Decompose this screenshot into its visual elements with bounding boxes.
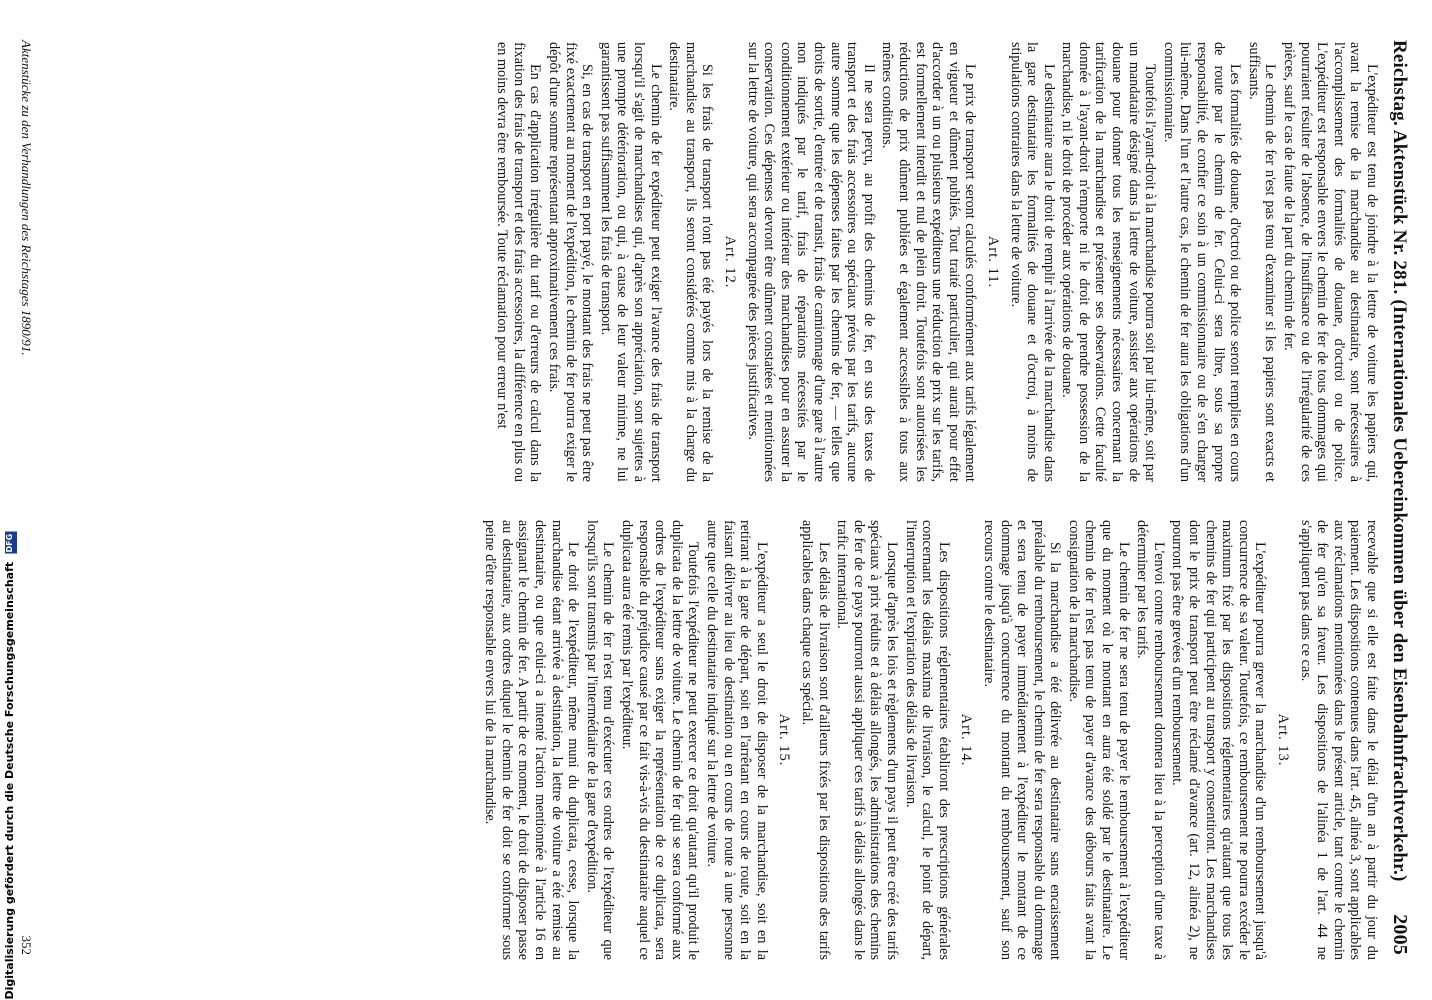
art13-paragraph-1: L'expéditeur pourra grever la marchandise d'un remboursement jusqu'à concurrence de sa valeur. Toutefois, ce remboursement ne pourra excéder le maximum fixé par les dispositions réglementaires qu'autant que tous les chemins de fer qui participent au transport y consentiront. Les marchandises dont le prix de transport peut être réclamé d'avance (art. 12, alinéa 2), ne pourront pas être grevées d'un remboursement. — [1169, 520, 1269, 960]
art11-heading: Art. 11. — [984, 235, 1001, 289]
art15-paragraph-2: Toutefois l'expéditeur ne peut exercer ce droit qu'autant qu'il produit le duplicata de la lettre de voiture. Le chemin de fer qui se sera conformé aux ordres de l'expéditeur sans exiger la représentation de ce duplicata, sera responsable du préjudice causé par ce fait vis-à-vis du destinataire auquel ce duplicata aura été remis par l'expéditeur. — [619, 520, 702, 960]
art11-paragraph-2: Il ne sera perçu, au profit des chemins de fer, en sus des taxes de transport et des frais accessoires ou spéciaux prévus par les tarifs, aucune autre somme que les dépenses faites par les chemins de fer, — telles que droits de sortie, d'entrée et de transit, frais de camionnage d'une gare à l'autre non indiqués par le tarif, frais de réparations nécessités par le conditionnement extérieur ou intérieur des marchandises pour en assurer la conservation. Ces dépenses devront être dûment constatées et mentionnées sur la lettre de voiture, qui sera accompagnée des pièces justificatives. — [744, 42, 877, 482]
art13-paragraph-3: Le chemin de fer ne sera tenu de payer le remboursement à l'expéditeur que du moment où le montant en aura été soldé par le destinataire. Le chemin de fer n'est pas tenu de payer d'avance des débours faits avant la consignation de la marchandise. — [1065, 520, 1132, 960]
art13-heading: Art. 13. — [1275, 713, 1292, 767]
art15-paragraph-4: Le droit de l'expéditeur, même muni du duplicata, cesse, lorsque la marchandise étant arrivée à destination, la lettre de voiture a été remise au destinataire, ou que celui-ci a intenté l'action mentionnée à l'article 16 en assignant le chemin de fer. A partir de ce moment, le droit de disposer passe au destinataire, aux ordres duquel le chemin de fer doit se conformer sous peine d'être responsable envers lui de la marchandise. — [482, 520, 582, 960]
art12-paragraph-3: Si, en cas de transport en port payé, le montant des frais ne peut pas être fixé exactement au moment de l'expédition, le chemin de fer pourra exiger le dépôt d'une somme représentant approximativement ces frais. — [546, 42, 596, 482]
digitization-stamp-text — [3, 526, 17, 1000]
art10-paragraph-1: L'expéditeur est tenu de joindre à la lettre de voiture les papiers qui, avant la remise de la marchandise au destinataire, sont nécessaires à l'accomplissement des formalités de douane, d'octroi ou de police. L'expéditeur est responsable envers le chemin de fer de tous dommages qui pourraient résulter de l'absence, de l'insuffisance ou de l'irrégularité de ces pièces, sauf le cas de faute de la part du chemin de fer. — [1281, 42, 1380, 482]
art10-paragraph-3: Les formalités de douane, d'octroi ou de police seront remplies en cours de route par le chemin de fer. Celui-ci sera libre, sous sa propre responsabilité, de confier ce soin à un commissionnaire ou de s'en charger lui-même. Dans l'un et l'autre cas, le chemin de fer aura les obligations d'un commissionnaire. — [1160, 42, 1244, 482]
header-title: Reichstag. Aktenstück Nr. 281. (Internationales Uebereinkommen über den Eisenbahnfrachtverkehr.) — [1389, 40, 1410, 882]
art12-paragraph-1: Si les frais de transport n'ont pas été payés lors de la remise de la marchandise au transport, ils seront considérés comme mis à la charge du destinataire. — [666, 42, 716, 482]
left-column — [50, 42, 1380, 482]
header-page-number: 2005 — [1389, 914, 1411, 955]
continuation-paragraph: recevable que si elle est faite dans le délai d'un an à partir du jour du paiement. Les dispositions contenues dans l'art. 45, alinéa 3, sont applicables aux réclamations mentionnées dans le présent article, tant contre le chemin de fer qu'en sa faveur. Les dispositions de l'alinéa 1 de l'art. 44 ne s'appliquent pas dans ce cas. — [1297, 520, 1380, 960]
art14-paragraph-1: Les dispositions réglementaires établiront des prescriptions générales concernant les délais maxima de livraison, le calcul, le point de départ, l'interruption et l'expiration des délais de livraison. — [902, 520, 952, 960]
digitization-stamp — [0, 0, 20, 1000]
footer-signature: Aktenstücke zu den Verhandlungen des Reichstages 1890/91. — [19, 40, 34, 356]
art11-paragraph-1: Le prix de transport seront calculés conformément aux tarifs légalement en vigueur et dûment publiés. Tout traité particulier, qui aurait pour effet d'accorder à un ou plusieurs expéditeurs une réduction de prix sur les tarifs, est formellement interdit et nul de plein droit. Toutefois sont autorisées les réductions de prix dûment publiées et également accessibles à tous aux mêmes conditions. — [879, 42, 979, 482]
art15-heading: Art. 15. — [776, 713, 793, 767]
art14-paragraph-3: Les délais de livraison sont d'ailleurs fixés par les dispositions des tarifs applicables dans chaque cas spécial. — [799, 520, 832, 960]
right-column — [50, 520, 1380, 960]
art14-heading: Art. 14. — [958, 713, 975, 767]
page-header — [1388, 40, 1432, 955]
art10-paragraph-2: Le chemin de fer n'est pas tenu d'examiner si les papiers sont exacts et suffisants. — [1245, 42, 1279, 482]
art15-paragraph-3: Le chemin de fer n'est tenu d'exécuter ces ordres de l'expéditeur que lorsqu'ils sont transmis par l'intermédiaire de la gare d'expédition. — [583, 520, 617, 960]
footer-page-number: 352 — [19, 935, 34, 955]
stamp-text: Digitalisierung gefördert durch die Deutsche Forschungsgemeinschaft — [3, 562, 16, 1000]
art12-paragraph-4: En cas d'application irrégulière du tarif ou d'erreurs de calcul dans la fixation des frais de transport et des frais accessoires, la différence en plus ou en moins devra être remboursée. Toute réclamation pour erreur n'est — [494, 42, 544, 482]
page-footer — [18, 40, 34, 955]
art10-paragraph-5: Le destinataire aura le droit de remplir à l'arrivée de la marchandise dans la gare destinataire les formalités de douane et d'octroi, à moins de stipulations contraires dans la lettre de voiture. — [1007, 42, 1057, 482]
art15-paragraph-1: L'expéditeur a seul le droit de disposer de la marchandise, soit en la retirant à la gare de départ, soit en l'arrêtant en cours de route, soit en la faisant délivrer au lieu de destination ou en cours de route à une personne autre que celle du destinataire indiqué sur la lettre de voiture. — [704, 520, 770, 960]
art13-paragraph-4: Si la marchandise a été délivrée au destinataire sans encaissement préalable du remboursement, le chemin de fer sera responsable du dommage et sera tenu de payer immédiatement à l'expéditeur le montant de ce dommage jusqu'à concurrence du montant du remboursement, sauf son recours contre le destinataire. — [980, 520, 1064, 960]
art12-paragraph-2: Le chemin de fer expéditeur peut exiger l'avance des frais de transport lorsqu'il s'agit de marchandises qui, d'après son appréciation, sont sujettes à une prompte détérioration, ou qui, à cause de leur valeur minime, ne lui garantissent pas suffisamment les frais de transport. — [597, 42, 664, 482]
art10-paragraph-4: Toutefois l'ayant-droit à la marchandise pourra soit par lui-même, soit par un mandataire désigné dans la lettre de voiture, assister aux opérations de douane pour donner tous les renseignements nécessaires concernant la tarification de la marchandise et présenter ses observations. Cette faculté donnée à l'ayant-droit n'emporte ni le droit de prendre possession de la marchandise, ni le droit de procéder aux opérations de douane. — [1059, 42, 1159, 482]
art12-heading: Art. 12. — [722, 235, 739, 289]
dfg-logo-icon: DFG — [5, 532, 17, 554]
art13-paragraph-2: L'envoi contre remboursement donnera lieu à la perception d'une taxe à déterminer par les tarifs. — [1134, 520, 1167, 960]
art14-paragraph-2: Lorsque d'après les lois et règlements d'un pays il peut être créé des tarifs spéciaux à prix réduits et à délais allongés, les administrations des chemins de fer de ce pays pourront aussi appliquer ces tarifs à délais allongés dans le trafic international. — [834, 520, 900, 960]
